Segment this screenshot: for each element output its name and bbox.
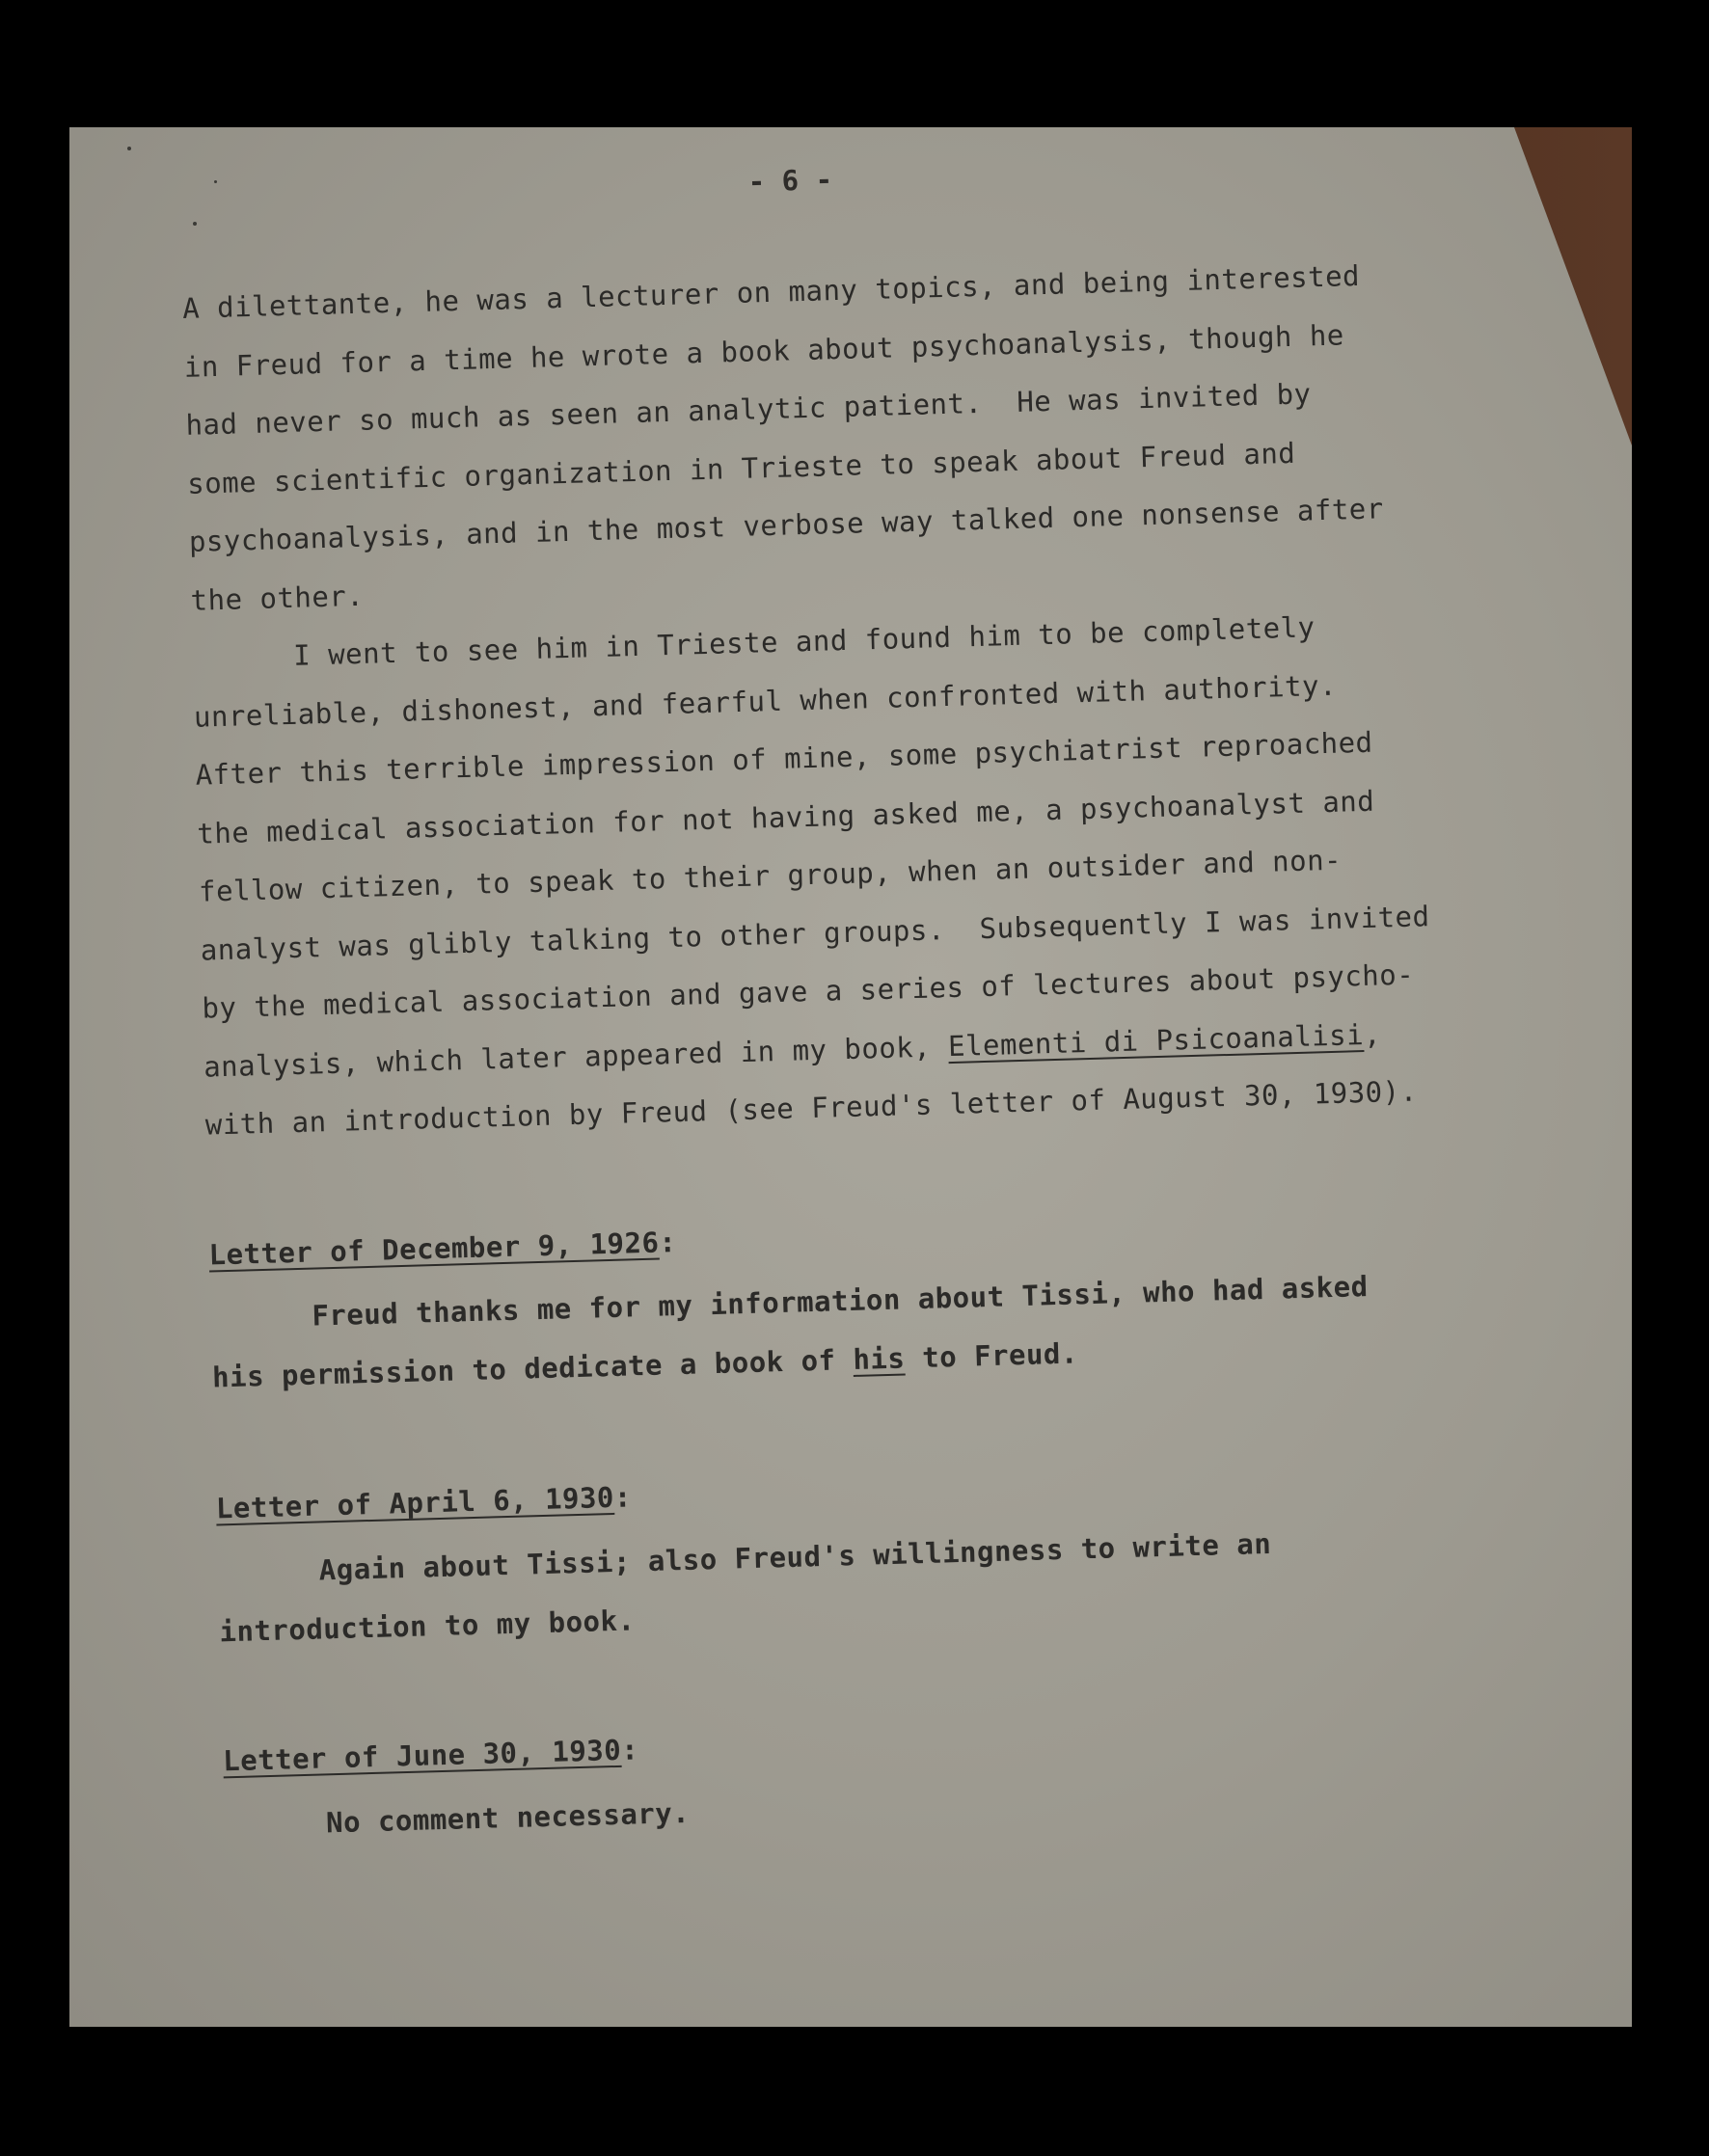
text-line: psychoanalysis, and in the most verbose way talked one nonsense after	[188, 492, 1385, 558]
text-line-prefix: his permission to dedicate a book of	[211, 1342, 854, 1394]
text-line: Again about Tissi; also Freud's willingness to write an	[318, 1526, 1272, 1587]
letter-heading-text: Letter of April 6, 1930	[215, 1480, 615, 1525]
text-line: with an introduction by Freud (see Freud's letter of August 30, 1930).	[204, 1074, 1418, 1142]
text-line-suffix: ,	[1363, 1017, 1382, 1051]
text-line: A dilettante, he was a lecturer on many topics, and being interested	[181, 258, 1361, 325]
text-line-suffix: to Freud.	[904, 1335, 1079, 1374]
book-title: Elementi di Psicoanalisi	[947, 1017, 1365, 1063]
text-line: After this terrible impression of mine, some psychiatrist reproached	[195, 725, 1373, 792]
text-line: the other.	[190, 579, 365, 617]
text-line: I went to see him in Trieste and found him to be completely	[292, 610, 1316, 672]
dust-speck	[127, 147, 131, 150]
text-line: introduction to my book.	[219, 1603, 636, 1648]
emphasized-word: his	[852, 1340, 906, 1376]
letter-heading-text: Letter of December 9, 1926	[208, 1226, 660, 1272]
text-line: some scientific organization in Trieste to speak about Freud and	[186, 436, 1296, 500]
letter-heading-colon: :	[620, 1733, 639, 1766]
text-line: Freud thanks me for my information about Tissi, who had asked	[311, 1270, 1369, 1333]
letter-heading-colon: :	[613, 1480, 633, 1514]
letter-heading-text: Letter of June 30, 1930	[222, 1733, 622, 1778]
dust-speck	[214, 180, 217, 183]
text-line: had never so much as seen an analytic patient. He was invited by	[185, 377, 1312, 442]
text-line: unreliable, dishonest, and fearful when confronted with authority.	[193, 668, 1338, 734]
paragraph-dilettante	[181, 245, 1445, 630]
text-line: analyst was glibly talking to other groups. Subsequently I was invited	[200, 899, 1430, 967]
text-line-prefix: analysis, which later appeared in my book,	[203, 1029, 949, 1084]
text-line: fellow citizen, to speak to their group, when an outsider and non-	[198, 843, 1343, 908]
text-line: in Freud for a time he wrote a book about psychoanalysis, though he	[183, 317, 1345, 384]
text-line: by the medical association and gave a series of lectures about psycho-	[201, 957, 1415, 1025]
letter-heading-colon: :	[658, 1226, 677, 1259]
page-number: - 6 -	[747, 163, 833, 199]
text-line: the medical association for not having asked me, a psychoanalyst and	[196, 784, 1375, 850]
dust-speck	[193, 222, 197, 226]
paragraph-trieste-visit	[191, 595, 1459, 1155]
text-line: No comment necessary.	[325, 1795, 691, 1840]
